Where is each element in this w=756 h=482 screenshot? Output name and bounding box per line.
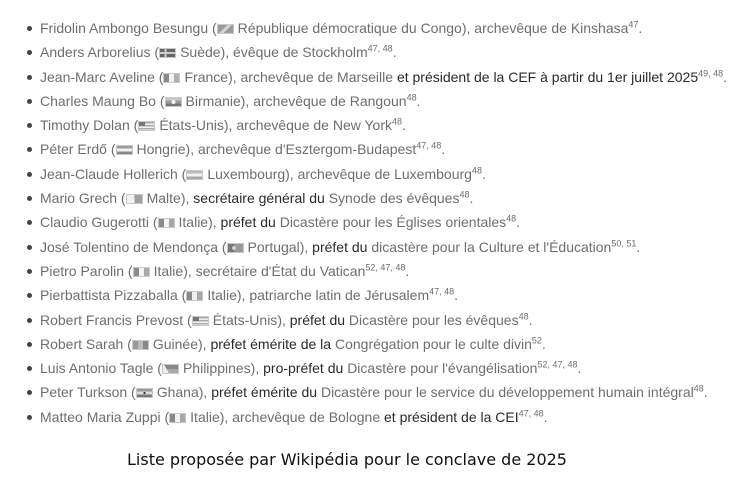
person-name-link[interactable]: Mario Grech — [40, 190, 118, 207]
role-link[interactable]: Dicastère pour le service du développement humain intégral — [320, 384, 694, 401]
list-item-mario-grech: Mario Grech ( Malte), secrétaire général du Synode des évêques$^{48}$. — [27, 186, 727, 210]
bullet-icon — [27, 342, 32, 347]
country-link[interactable]: Birmanie — [185, 92, 241, 109]
bullet-icon — [27, 245, 32, 250]
country-link[interactable]: Italie — [178, 214, 209, 231]
reference-marker[interactable]: 50, 51 — [611, 238, 637, 249]
list-item-peter-erdo: Péter Erdő ( Hongrie), archevêque d'Esztergom-Budapest$^{47, 48}$. — [27, 137, 727, 161]
bullet-icon — [27, 99, 32, 104]
position-text: préfet du — [289, 311, 346, 328]
person-name-link[interactable]: Robert Francis Prevost — [40, 311, 184, 328]
list-item-pietro-parolin: Pietro Parolin ( Italie), secrétaire d'État du Vatican$^{52, 47, 48}$. — [27, 259, 727, 283]
list-item-fridolin-ambongo-besungu: Fridolin Ambongo Besungu ( République démocratique du Congo), archevêque de Kinshasa$^{47}$. — [27, 16, 727, 40]
bullet-icon — [27, 75, 32, 80]
position-text: préfet du — [312, 238, 368, 255]
role-link[interactable]: archevêque d'Esztergom-Budapest — [197, 141, 417, 158]
list-item-peter-turkson: Peter Turkson ( Ghana), préfet émérite du Dicastère pour le service du développement humain intégral$^{48}$. — [27, 380, 727, 404]
list-item-anders-arborelius: Anders Arborelius ( Suède), évêque de Stockholm$^{47, 48}$. — [27, 40, 727, 64]
person-name-link[interactable]: Jean-Marc Aveline — [40, 68, 155, 85]
role-link[interactable]: archevêque de Marseille — [240, 68, 394, 85]
flag-france-icon — [163, 73, 180, 83]
country-link[interactable]: Italie — [190, 408, 220, 425]
country-link[interactable]: Luxembourg — [207, 165, 286, 182]
reference-marker[interactable]: 49, 48 — [698, 67, 724, 78]
position-text: préfet émérite de la — [210, 335, 332, 352]
role-link[interactable]: patriarche latin de Jérusalem — [249, 287, 430, 304]
flag-italy-icon — [133, 267, 150, 277]
role-link[interactable]: archevêque de New York — [236, 117, 393, 134]
flag-portugal-icon — [227, 243, 244, 253]
reference-marker[interactable]: 48 — [518, 310, 529, 321]
reference-marker[interactable]: 47, 48 — [429, 286, 455, 297]
role-link[interactable]: Dicastère pour l'évangélisation — [347, 360, 538, 377]
role-link[interactable]: archevêque de Bologne — [232, 408, 381, 425]
flag-usa-icon — [138, 121, 155, 131]
reference-marker[interactable]: 48 — [459, 189, 470, 200]
role-link[interactable]: secrétaire d'État du Vatican — [195, 262, 366, 279]
reference-marker[interactable]: 52 — [531, 335, 542, 346]
list-item-charles-maung-bo: Charles Maung Bo ( Birmanie), archevêque de Rangoun$^{48}$. — [27, 89, 727, 113]
flag-sweden-icon — [159, 48, 176, 58]
bullet-icon — [27, 26, 32, 31]
role-link[interactable]: Dicastère pour les Églises orientales — [279, 214, 507, 231]
position-text: pro-préfet du — [263, 360, 344, 377]
bullet-icon — [27, 269, 32, 274]
role-link[interactable]: archevêque de Luxembourg — [297, 165, 472, 182]
reference-marker[interactable]: 52, 47, 48 — [537, 359, 578, 370]
person-name-link[interactable]: Robert Sarah — [40, 335, 124, 352]
flag-usa-icon — [192, 316, 209, 326]
country-link[interactable]: Italie — [207, 287, 237, 304]
person-name-link[interactable]: Anders Arborelius — [40, 44, 151, 61]
country-link[interactable]: France — [184, 68, 229, 85]
person-name-link[interactable]: Timothy Dolan — [40, 117, 130, 134]
list-item-luis-antonio-tagle: Luis Antonio Tagle ( Philippines), pro-préfet du Dicastère pour l'évangélisation$^{52, 47, 48}$. — [27, 356, 727, 380]
reference-marker[interactable]: 47, 48 — [367, 43, 393, 54]
country-link[interactable]: États-Unis — [212, 311, 278, 328]
person-name-link[interactable]: Peter Turkson — [40, 384, 128, 401]
role-link[interactable]: dicastère pour la Culture et l'Éducation — [371, 238, 612, 255]
bullet-icon — [27, 366, 32, 371]
bullet-icon — [27, 123, 32, 128]
reference-marker[interactable]: 48 — [693, 383, 704, 394]
flag-ghana-icon — [136, 388, 153, 398]
role-link[interactable]: Congrégation pour le culte divin — [334, 335, 532, 352]
list-item-matteo-maria-zuppi: Matteo Maria Zuppi ( Italie), archevêque de Bologne et président de la CEI$^{47, 48}$. — [27, 405, 727, 429]
role-link[interactable]: archevêque de Rangoun — [253, 92, 407, 109]
bullet-icon — [27, 196, 32, 201]
flag-myanmar-icon — [165, 97, 182, 107]
bullet-icon — [27, 293, 32, 298]
person-name-link[interactable]: Charles Maung Bo — [40, 92, 156, 109]
flag-philippines-icon — [162, 364, 179, 374]
role-link[interactable]: Dicastère pour les évêques — [348, 311, 519, 328]
person-name-link[interactable]: Claudio Gugerotti — [40, 214, 149, 231]
reference-marker[interactable]: 48 — [406, 92, 417, 103]
cardinal-list — [27, 16, 727, 429]
person-name-link[interactable]: Fridolin Ambongo Besungu — [40, 20, 209, 36]
country-link[interactable]: Philippines — [182, 360, 251, 377]
role-link[interactable]: archevêque de Kinshasa — [474, 20, 629, 36]
list-item-jean-claude-hollerich: Jean-Claude Hollerich ( Luxembourg), archevêque de Luxembourg$^{48}$. — [27, 162, 727, 186]
flag-malta-icon — [126, 194, 143, 204]
country-link[interactable]: Italie — [153, 262, 184, 279]
flag-hungary-icon — [116, 145, 133, 155]
reference-marker[interactable]: 48 — [506, 213, 517, 224]
list-item-timothy-dolan: Timothy Dolan ( États-Unis), archevêque de New York$^{48}$. — [27, 113, 727, 137]
flag-drc-icon — [217, 24, 234, 34]
role-link[interactable]: Synode des évêques — [328, 190, 460, 207]
person-name-link[interactable]: Péter Erdő — [40, 141, 107, 158]
country-link[interactable]: Malte — [146, 190, 181, 207]
list-item-robert-francis-prevost: Robert Francis Prevost ( États-Unis), préfet du Dicastère pour les évêques$^{48}$. — [27, 308, 727, 332]
person-name-link[interactable]: José Tolentino de Mendonça — [40, 238, 218, 255]
list-item-jean-marc-aveline: Jean-Marc Aveline ( France), archevêque de Marseille et président de la CEF à partir du 1er juillet 2025$^{49, 48}$. — [27, 65, 727, 89]
country-link[interactable]: États-Unis — [159, 117, 224, 134]
flag-luxembourg-icon — [186, 170, 203, 180]
role-link[interactable]: évêque de Stockholm — [233, 44, 368, 61]
flag-italy-icon — [169, 413, 186, 423]
country-link[interactable]: République démocratique du Congo — [237, 20, 462, 36]
country-link[interactable]: Guinée — [152, 335, 198, 352]
person-name-link[interactable]: Luis Antonio Tagle — [40, 360, 154, 377]
list-item-robert-sarah: Robert Sarah ( Guinée), préfet émérite de la Congrégation pour le culte divin$^{52}$. — [27, 332, 727, 356]
flag-guinea-icon — [132, 340, 149, 350]
country-link[interactable]: Suède — [180, 44, 221, 61]
bullet-icon — [27, 172, 32, 177]
flag-italy-icon — [158, 218, 175, 228]
position-text: préfet du — [220, 214, 276, 231]
extra-text: et président de la CEI — [384, 408, 519, 425]
bullet-icon — [27, 318, 32, 323]
reference-marker[interactable]: 47 — [628, 19, 639, 30]
bullet-icon — [27, 220, 32, 225]
list-item-claudio-gugerotti: Claudio Gugerotti ( Italie), préfet du Dicastère pour les Églises orientales$^{48}$. — [27, 210, 727, 234]
bullet-icon — [27, 415, 32, 420]
person-name-link[interactable]: Matteo Maria Zuppi — [40, 408, 161, 425]
position-text: secrétaire général du — [193, 190, 325, 207]
reference-marker[interactable]: 48 — [392, 116, 403, 127]
reference-marker[interactable]: 52, 47, 48 — [365, 262, 406, 273]
country-link[interactable]: Portugal — [247, 238, 300, 255]
list-item-jose-tolentino-de-mendonca: José Tolentino de Mendonça ( Portugal), préfet du dicastère pour la Culture et l'Éducation$^{50, 51}$. — [27, 235, 727, 259]
country-link[interactable]: Hongrie — [136, 141, 186, 158]
reference-marker[interactable]: 47, 48 — [518, 408, 544, 419]
reference-marker[interactable]: 47, 48 — [416, 140, 442, 151]
bullet-icon — [27, 390, 32, 395]
list-item-pierbattista-pizzaballa: Pierbattista Pizzaballa ( Italie), patriarche latin de Jérusalem$^{47, 48}$. — [27, 283, 727, 307]
reference-marker[interactable]: 48 — [471, 165, 482, 176]
position-text: préfet émérite du — [211, 384, 318, 401]
bullet-icon — [27, 50, 32, 55]
country-link[interactable]: Ghana — [156, 384, 199, 401]
flag-italy-icon — [186, 291, 203, 301]
extra-text: et président de la CEF à partir du 1er juillet 2025 — [396, 68, 699, 85]
person-name-link[interactable]: Pietro Parolin — [40, 262, 125, 279]
caption: Liste proposée par Wikipédia pour le conclave de 2025 — [127, 450, 567, 469]
person-name-link[interactable]: Jean-Claude Hollerich — [40, 165, 178, 182]
bullet-icon — [27, 147, 32, 152]
person-name-link[interactable]: Pierbattista Pizzaballa — [40, 287, 178, 304]
